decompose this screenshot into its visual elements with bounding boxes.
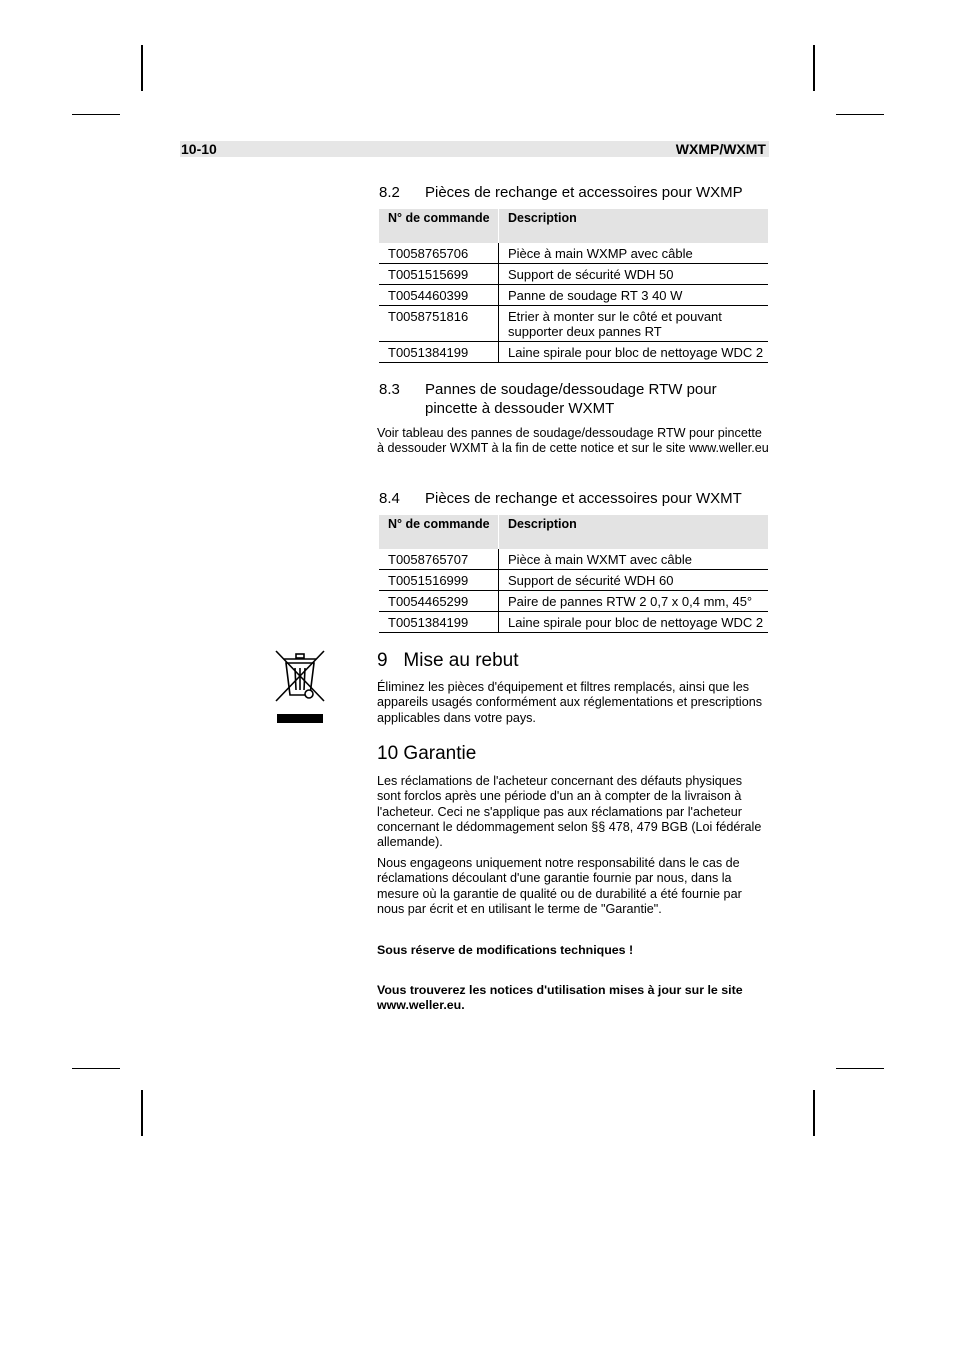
description-cell: Pièce à main WXMT avec câble: [499, 549, 769, 570]
table-row: [379, 549, 768, 570]
parts-table-wxmp: [379, 209, 768, 363]
table-row: [379, 612, 768, 633]
model-name: WXMP/WXMT: [675, 141, 766, 157]
description-cell: Pièce à main WXMP avec câble: [499, 243, 769, 264]
table-row: [379, 591, 768, 612]
section-number: 8.3: [379, 381, 400, 398]
table-row: [379, 285, 768, 306]
section-title-text: Pièces de rechange et accessoires pour WXMP: [425, 184, 743, 201]
section-8-3-text: Voir tableau des pannes de soudage/dessoudage RTW pour pincette à dessouder WXMT à la fin de cette notice et sur le site www.weller.eu: [377, 426, 769, 456]
order-number-cell: T0051384199: [379, 342, 499, 363]
parts-table-wxmt: [379, 515, 768, 633]
section-10-title: 10 Garantie: [377, 743, 477, 764]
technical-changes-note: Sous réserve de modifications techniques !: [377, 943, 634, 957]
order-number-cell: T0051384199: [379, 612, 499, 633]
order-number-cell: T0058765707: [379, 549, 499, 570]
column-header-description: Description: [499, 515, 769, 549]
crossed-out-wheelie-bin-icon: [272, 647, 328, 727]
manuals-note: Vous trouverez les notices d'utilisation mises à jour sur le site www.weller.eu.: [377, 983, 743, 1013]
crop-mark: [813, 45, 815, 91]
order-number-cell: T0058751816: [379, 306, 499, 342]
crop-mark: [141, 1090, 143, 1136]
warranty-paragraph-2: Nous engageons uniquement notre responsabilité dans le cas de réclamations découlant d'une garantie fournie par nous, dans la mesure où la garantie de qualité ou de durabilité a été fournie par nous par écrit et en utilisant le terme de "Garantie".: [377, 856, 742, 916]
table-row: [379, 243, 768, 264]
order-number-cell: T0051516999: [379, 570, 499, 591]
page-number: 10-10: [181, 141, 217, 157]
crop-mark: [836, 1068, 884, 1069]
description-cell: Panne de soudage RT 3 40 W: [499, 285, 769, 306]
section-title-text: Pannes de soudage/dessoudage RTW pour pincette à dessouder WXMT: [425, 381, 717, 417]
column-header-order-number: N° de commande: [379, 515, 499, 549]
crop-mark: [836, 114, 884, 115]
section-9-title: 9 Mise au rebut: [377, 650, 519, 671]
order-number-cell: T0058765706: [379, 243, 499, 264]
section-title-text: Pièces de rechange et accessoires pour WXMT: [425, 490, 742, 507]
section-number: 8.2: [379, 184, 400, 201]
crop-mark: [72, 1068, 120, 1069]
order-number-cell: T0054460399: [379, 285, 499, 306]
description-cell: Etrier à monter sur le côté et pouvant supporter deux pannes RT: [499, 306, 769, 342]
crop-mark: [813, 1090, 815, 1136]
description-cell: Support de sécurité WDH 60: [499, 570, 769, 591]
order-number-cell: T0054465299: [379, 591, 499, 612]
order-number-cell: T0051515699: [379, 264, 499, 285]
description-cell: Laine spirale pour bloc de nettoyage WDC 2: [499, 342, 769, 363]
section-number: 8.4: [379, 490, 400, 507]
crop-mark: [141, 45, 143, 91]
table-row: [379, 570, 768, 591]
section-9-text: Éliminez les pièces d'équipement et filtres remplacés, ainsi que les appareils usagés conformément aux réglementations et prescriptions applicables dans votre pays.: [377, 680, 763, 725]
description-cell: Paire de pannes RTW 2 0,7 x 0,4 mm, 45°: [499, 591, 769, 612]
description-cell: Support de sécurité WDH 50: [499, 264, 769, 285]
table-row: [379, 342, 768, 363]
column-header-order-number: N° de commande: [379, 209, 499, 243]
table-row: [379, 306, 768, 342]
crop-mark: [72, 114, 120, 115]
page-header: [180, 141, 769, 157]
table-row: [379, 264, 768, 285]
description-cell: Laine spirale pour bloc de nettoyage WDC 2: [499, 612, 769, 633]
column-header-description: Description: [499, 209, 769, 243]
warranty-paragraph-1: Les réclamations de l'acheteur concernant des défauts physiques sont forclos après une période d'un an à compter de la livraison à l'acheteur. Ceci ne s'applique pas aux réclamations par l'acheteur concernant le dédommagement selon §§ 478, 479 BGB (Loi fédérale allemande).: [377, 774, 762, 850]
